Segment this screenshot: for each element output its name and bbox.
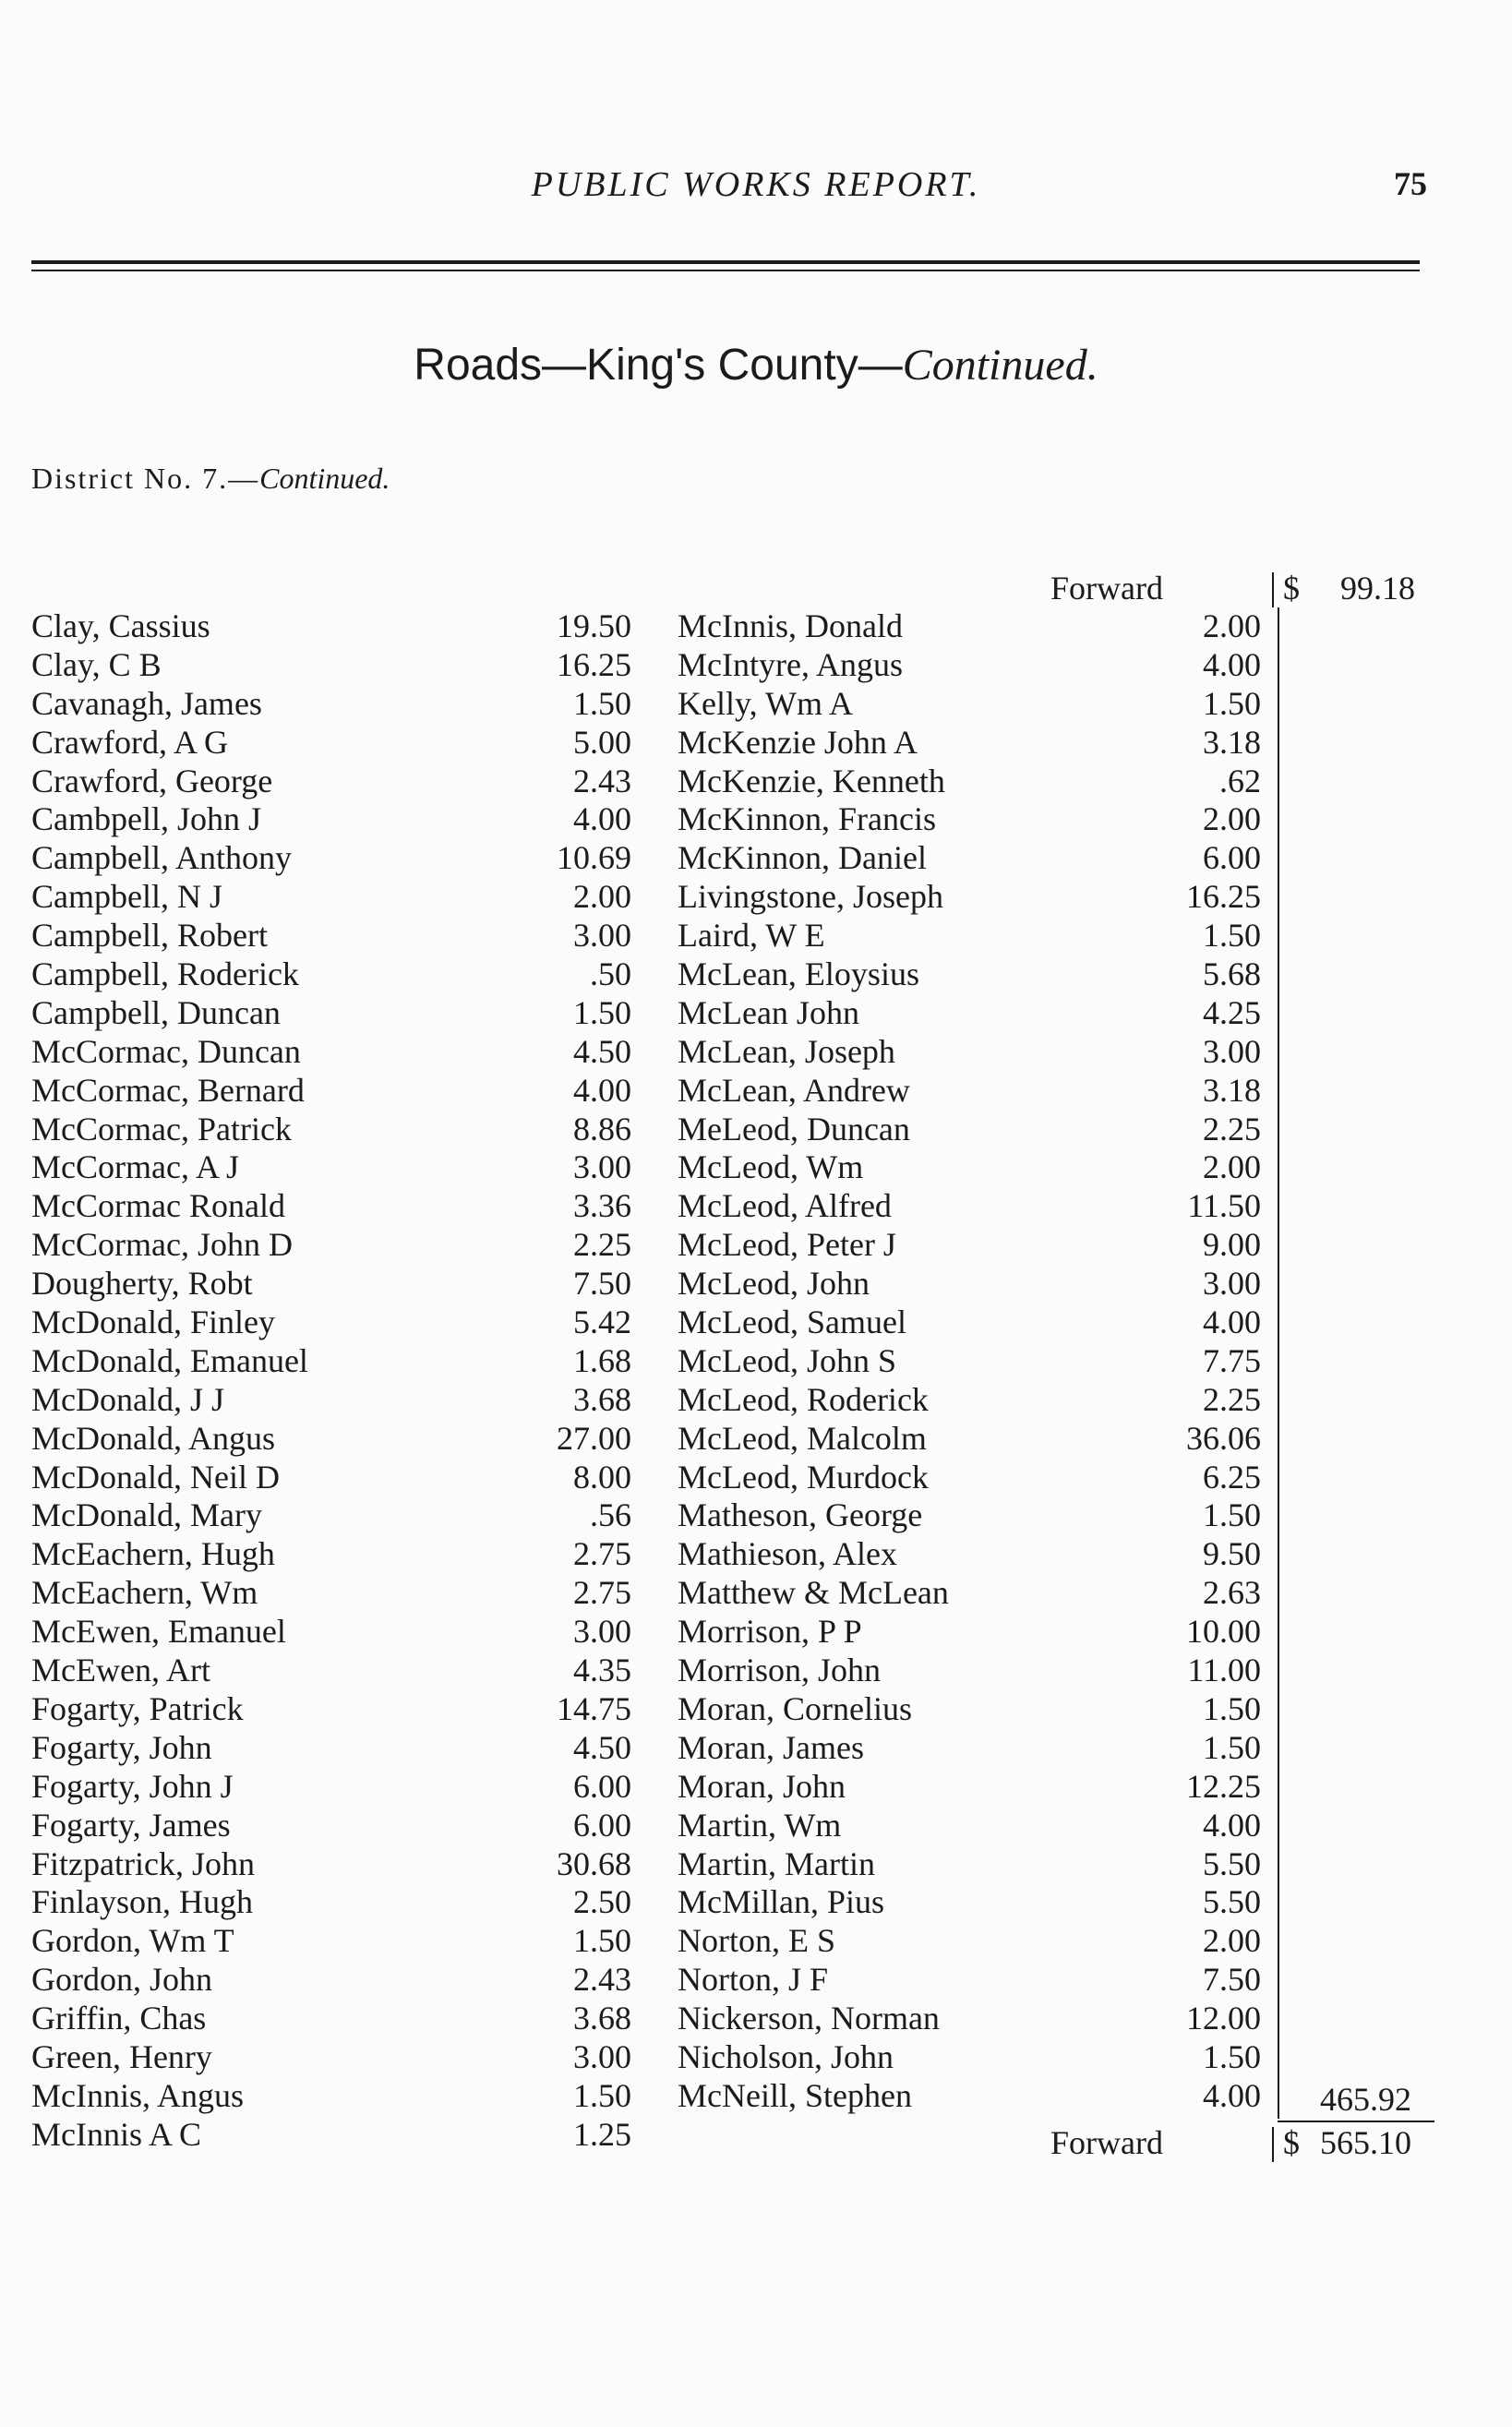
list-item — [678, 1883, 1278, 1922]
entry-amount: 2.00 — [573, 878, 631, 916]
list-item — [678, 1420, 1278, 1459]
entry-amount: 12.25 — [1186, 1767, 1261, 1805]
entry-name: MeLeod, Duncan — [678, 1110, 910, 1147]
entry-amount: 9.00 — [1203, 1226, 1261, 1264]
entry-amount: 3.00 — [1203, 1265, 1261, 1303]
entry-name: Campbell, Roderick — [31, 955, 299, 993]
entry-amount: 4.00 — [1203, 2076, 1261, 2114]
entry-amount: 2.25 — [573, 1226, 631, 1264]
list-item — [678, 1148, 1278, 1187]
entry-amount: 4.25 — [1203, 993, 1261, 1031]
entry-name: McCormac, A J — [31, 1148, 239, 1186]
entry-name: Fogarty, John J — [31, 1767, 234, 1805]
list-item — [31, 1265, 631, 1304]
entry-amount: 1.50 — [1203, 1689, 1261, 1727]
entry-amount: 4.00 — [1203, 1806, 1261, 1844]
entry-amount: 2.00 — [1203, 800, 1261, 838]
list-item — [31, 646, 631, 685]
entry-name: Norton, J F — [678, 1961, 829, 1999]
entry-name: McKenzie John A — [678, 723, 918, 761]
entry-name: Martin, Wm — [678, 1806, 842, 1844]
entry-amount: 1.50 — [1203, 684, 1261, 722]
entry-name: McDonald, Emanuel — [31, 1341, 308, 1379]
entry-name: McLeod, John S — [678, 1341, 896, 1379]
entry-name: Crawford, A G — [31, 723, 228, 761]
forward-top-amount: 99.18 — [1340, 570, 1415, 607]
entry-amount: 3.00 — [573, 1148, 631, 1186]
entry-name: Finlayson, Hugh — [31, 1883, 254, 1921]
entry-name: McLeod, Samuel — [678, 1304, 906, 1341]
list-item — [31, 1111, 631, 1149]
list-item — [678, 1574, 1278, 1613]
list-item — [678, 1033, 1278, 1072]
entry-amount: 4.00 — [573, 1071, 631, 1109]
list-item — [678, 1265, 1278, 1304]
entry-amount: 5.68 — [1203, 955, 1261, 993]
list-item — [31, 1459, 631, 1497]
entry-amount: 1.50 — [573, 2076, 631, 2114]
subtotal-amount: 465.92 — [1320, 2081, 1411, 2118]
entry-amount: 2.50 — [573, 1883, 631, 1921]
entry-name: McIntyre, Angus — [678, 645, 903, 683]
list-item — [678, 1613, 1278, 1652]
entry-name: McCormac, Patrick — [31, 1110, 292, 1147]
list-item — [31, 1535, 631, 1574]
entry-amount: 3.68 — [573, 2000, 631, 2037]
entry-amount: 4.35 — [573, 1652, 631, 1689]
entry-name: McLean, Joseph — [678, 1032, 895, 1070]
list-item — [678, 1690, 1278, 1729]
list-item — [678, 607, 1278, 646]
entry-amount: 5.00 — [573, 723, 631, 761]
entry-name: McKinnon, Daniel — [678, 839, 927, 877]
entry-amount: 3.00 — [1203, 1032, 1261, 1070]
right-entries-list — [678, 607, 1278, 2116]
entry-amount: .62 — [1219, 762, 1261, 799]
entry-name: McKinnon, Francis — [678, 800, 936, 838]
list-item — [678, 2038, 1278, 2077]
list-item — [31, 1304, 631, 1342]
entry-name: McLean, Andrew — [678, 1071, 910, 1109]
entry-amount: .50 — [590, 955, 631, 993]
list-item — [678, 1768, 1278, 1807]
entry-name: McDonald, Angus — [31, 1419, 275, 1457]
list-item — [31, 2116, 631, 2155]
list-item — [31, 1342, 631, 1381]
entry-amount: 6.00 — [573, 1806, 631, 1844]
entry-amount: 3.18 — [1203, 1071, 1261, 1109]
list-item — [31, 1496, 631, 1535]
entry-name: Clay, C B — [31, 645, 162, 683]
entry-name: Clay, Cassius — [31, 607, 210, 644]
list-item — [31, 2000, 631, 2038]
entry-amount: 1.50 — [573, 993, 631, 1031]
list-item — [31, 2038, 631, 2077]
entry-name: Martin, Martin — [678, 1844, 875, 1882]
entry-amount: 7.50 — [1203, 1961, 1261, 1999]
list-item — [678, 955, 1278, 994]
entry-name: Nickerson, Norman — [678, 2000, 940, 2037]
entry-amount: 10.00 — [1186, 1613, 1261, 1651]
entry-name: McEachern, Hugh — [31, 1535, 275, 1573]
entry-amount: 6.00 — [573, 1767, 631, 1805]
entry-amount: 3.68 — [573, 1380, 631, 1418]
entry-amount: 1.50 — [1203, 1496, 1261, 1534]
running-header — [0, 164, 1512, 220]
list-item — [678, 1961, 1278, 2000]
entry-amount: 4.00 — [1203, 1304, 1261, 1341]
entry-amount: 5.50 — [1203, 1883, 1261, 1921]
list-item — [678, 1652, 1278, 1690]
forward-bottom-divider — [1272, 2127, 1274, 2162]
list-item — [678, 1381, 1278, 1420]
entry-amount: 5.42 — [573, 1304, 631, 1341]
entry-amount: 16.25 — [557, 645, 631, 683]
list-item — [31, 1922, 631, 1961]
district-heading — [31, 462, 390, 496]
subtotal-rule — [1278, 2121, 1434, 2122]
entry-amount: .56 — [590, 1496, 631, 1534]
entry-amount: 2.25 — [1203, 1380, 1261, 1418]
list-item — [31, 763, 631, 801]
entry-amount: 1.25 — [573, 2115, 631, 2153]
entry-amount: 4.00 — [1203, 645, 1261, 683]
list-item — [31, 1690, 631, 1729]
entry-amount: 8.86 — [573, 1110, 631, 1147]
entry-amount: 3.36 — [573, 1187, 631, 1225]
entry-amount: 4.50 — [573, 1728, 631, 1766]
entry-name: Matthew & McLean — [678, 1574, 949, 1612]
forward-top-currency: $ — [1283, 570, 1300, 607]
list-item — [31, 1961, 631, 2000]
entry-amount: 2.00 — [1203, 1148, 1261, 1186]
entry-amount: 27.00 — [557, 1419, 631, 1457]
entry-name: Morrison, John — [678, 1652, 882, 1689]
entry-amount: 4.50 — [573, 1032, 631, 1070]
district-label: District No. 7.— — [31, 462, 260, 495]
forward-bottom-amount: 565.10 — [1320, 2124, 1411, 2161]
entry-name: McLean, Eloysius — [678, 955, 919, 993]
entry-name: McDonald, Mary — [31, 1496, 262, 1534]
entry-name: Moran, James — [678, 1728, 864, 1766]
entry-amount: 8.00 — [573, 1458, 631, 1496]
entry-name: Cavanagh, James — [31, 684, 262, 722]
entry-amount: 7.50 — [573, 1265, 631, 1303]
list-item — [678, 1535, 1278, 1574]
list-item — [678, 878, 1278, 917]
entry-amount: 2.43 — [573, 762, 631, 799]
entry-amount: 1.50 — [573, 1922, 631, 1960]
section-title — [0, 340, 1512, 390]
list-item — [31, 1033, 631, 1072]
entry-name: McInnis, Angus — [31, 2076, 245, 2114]
entry-name: Livingstone, Joseph — [678, 878, 943, 916]
list-item — [31, 1226, 631, 1265]
entry-name: McCormac, Duncan — [31, 1032, 301, 1070]
section-title-continued: Continued. — [902, 341, 1098, 390]
entry-name: Moran, Cornelius — [678, 1689, 912, 1727]
list-item — [31, 955, 631, 994]
entry-name: McLeod, Roderick — [678, 1380, 929, 1418]
list-item — [678, 1496, 1278, 1535]
entry-amount: 14.75 — [557, 1689, 631, 1727]
entry-name: McEwen, Emanuel — [31, 1613, 286, 1651]
list-item — [678, 1304, 1278, 1342]
list-item — [678, 2000, 1278, 2038]
entry-name: Campbell, Anthony — [31, 839, 292, 877]
entry-name: McLeod, John — [678, 1265, 870, 1303]
entry-name: Laird, W E — [678, 917, 825, 955]
entry-name: McEwen, Art — [31, 1652, 210, 1689]
list-item — [31, 2077, 631, 2116]
entry-name: Gordon, John — [31, 1961, 212, 1999]
list-item — [678, 1226, 1278, 1265]
entry-amount: 12.00 — [1186, 2000, 1261, 2037]
entry-name: McInnis, Donald — [678, 607, 903, 644]
forward-top-label: Forward — [1050, 570, 1163, 607]
entry-amount: 6.00 — [1203, 839, 1261, 877]
entry-name: Griffin, Chas — [31, 2000, 207, 2037]
list-item — [31, 1883, 631, 1922]
entry-amount: 1.50 — [573, 684, 631, 722]
entry-name: Norton, E S — [678, 1922, 835, 1960]
page-number: 75 — [1394, 165, 1427, 202]
entry-name: McEachern, Wm — [31, 1574, 258, 1612]
entry-name: Fitzpatrick, John — [31, 1844, 255, 1882]
entry-amount: 2.75 — [573, 1574, 631, 1612]
list-item — [678, 763, 1278, 801]
entry-name: Nicholson, John — [678, 2037, 894, 2075]
entry-name: Fogarty, Patrick — [31, 1689, 244, 1727]
entry-name: McLeod, Malcolm — [678, 1419, 927, 1457]
entry-name: McDonald, Neil D — [31, 1458, 280, 1496]
entry-name: Kelly, Wm A — [678, 684, 853, 722]
entry-amount: 3.00 — [573, 917, 631, 955]
entry-amount: 2.75 — [573, 1535, 631, 1573]
entry-amount: 7.75 — [1203, 1341, 1261, 1379]
list-item — [678, 1845, 1278, 1884]
entry-name: McLeod, Wm — [678, 1148, 864, 1186]
entry-name: McMillan, Pius — [678, 1883, 885, 1921]
list-item — [678, 1459, 1278, 1497]
entry-amount: 1.50 — [1203, 2037, 1261, 2075]
entry-name: McLeod, Murdock — [678, 1458, 929, 1496]
list-item — [678, 1729, 1278, 1768]
entry-name: Gordon, Wm T — [31, 1922, 234, 1960]
list-item — [31, 1613, 631, 1652]
entry-amount: 30.68 — [557, 1844, 631, 1882]
entry-name: Campbell, Duncan — [31, 993, 281, 1031]
list-item — [678, 1807, 1278, 1845]
list-item — [678, 1072, 1278, 1111]
entry-amount: 1.50 — [1203, 917, 1261, 955]
right-column-divider — [1278, 607, 1279, 2119]
list-item — [31, 878, 631, 917]
list-item — [678, 839, 1278, 878]
running-title: PUBLIC WORKS REPORT. — [531, 165, 981, 204]
entry-name: Crawford, George — [31, 762, 273, 799]
list-item — [31, 1381, 631, 1420]
entry-name: Morrison, P P — [678, 1613, 862, 1651]
entry-name: McLeod, Peter J — [678, 1226, 896, 1264]
entry-amount: 3.18 — [1203, 723, 1261, 761]
entry-amount: 2.25 — [1203, 1110, 1261, 1147]
section-title-main: Roads—King's County— — [414, 341, 903, 390]
entry-amount: 10.69 — [557, 839, 631, 877]
entry-name: McCormac, Bernard — [31, 1071, 305, 1109]
list-item — [678, 646, 1278, 685]
entry-amount: 2.00 — [1203, 607, 1261, 644]
entry-name: Green, Henry — [31, 2037, 212, 2075]
entry-name: Matheson, George — [678, 1496, 923, 1534]
list-item — [31, 1420, 631, 1459]
entry-name: McLeod, Alfred — [678, 1187, 892, 1225]
entry-amount: 3.00 — [573, 1613, 631, 1651]
entry-amount: 2.63 — [1203, 1574, 1261, 1612]
list-item — [31, 994, 631, 1033]
list-item — [31, 839, 631, 878]
entry-name: Mathieson, Alex — [678, 1535, 897, 1573]
entry-amount: 16.25 — [1186, 878, 1261, 916]
entry-amount: 19.50 — [557, 607, 631, 644]
list-item — [31, 724, 631, 763]
entry-amount: 2.00 — [1203, 1922, 1261, 1960]
entry-amount: 1.68 — [573, 1341, 631, 1379]
entry-name: Campbell, N J — [31, 878, 222, 916]
header-rule-top — [31, 260, 1420, 264]
entry-name: McKenzie, Kenneth — [678, 762, 945, 799]
list-item — [31, 917, 631, 955]
entry-name: McLean John — [678, 993, 859, 1031]
entry-name: Fogarty, John — [31, 1728, 212, 1766]
list-item — [31, 1845, 631, 1884]
entry-name: Dougherty, Robt — [31, 1265, 253, 1303]
list-item — [678, 2077, 1278, 2116]
entry-name: McNeill, Stephen — [678, 2076, 912, 2114]
list-item — [31, 1574, 631, 1613]
entry-name: McCormac, John D — [31, 1226, 293, 1264]
entry-name: Moran, John — [678, 1767, 846, 1805]
entry-name: McCormac Ronald — [31, 1187, 285, 1225]
entry-name: McInnis A C — [31, 2115, 202, 2153]
list-item — [678, 1342, 1278, 1381]
entry-amount: 1.50 — [1203, 1728, 1261, 1766]
entry-amount: 11.00 — [1187, 1652, 1261, 1689]
entry-name: Cambpell, John J — [31, 800, 261, 838]
list-item — [31, 1729, 631, 1768]
entry-name: Fogarty, James — [31, 1806, 231, 1844]
list-item — [31, 1768, 631, 1807]
list-item — [678, 724, 1278, 763]
list-item — [678, 994, 1278, 1033]
list-item — [678, 1187, 1278, 1226]
entry-amount: 3.00 — [573, 2037, 631, 2075]
list-item — [678, 800, 1278, 839]
forward-top-divider — [1272, 572, 1274, 607]
district-continued: Continued. — [259, 462, 390, 495]
list-item — [678, 917, 1278, 955]
left-entries-list — [31, 607, 631, 2155]
list-item — [31, 685, 631, 724]
list-item — [31, 800, 631, 839]
entry-amount: 11.50 — [1187, 1187, 1261, 1225]
list-item — [31, 1652, 631, 1690]
list-item — [678, 1111, 1278, 1149]
entry-name: McDonald, J J — [31, 1380, 224, 1418]
list-item — [678, 1922, 1278, 1961]
forward-bottom-currency: $ — [1283, 2124, 1300, 2161]
entry-amount: 6.25 — [1203, 1458, 1261, 1496]
entry-amount: 2.43 — [573, 1961, 631, 1999]
list-item — [678, 685, 1278, 724]
list-item — [31, 607, 631, 646]
entry-name: McDonald, Finley — [31, 1304, 275, 1341]
list-item — [31, 1148, 631, 1187]
forward-bottom-label: Forward — [1050, 2124, 1163, 2161]
entry-amount: 36.06 — [1186, 1419, 1261, 1457]
header-rule-bottom — [31, 270, 1420, 271]
list-item — [31, 1807, 631, 1845]
entry-name: Campbell, Robert — [31, 917, 268, 955]
list-item — [31, 1187, 631, 1226]
list-item — [31, 1072, 631, 1111]
entry-amount: 9.50 — [1203, 1535, 1261, 1573]
entry-amount: 5.50 — [1203, 1844, 1261, 1882]
entry-amount: 4.00 — [573, 800, 631, 838]
